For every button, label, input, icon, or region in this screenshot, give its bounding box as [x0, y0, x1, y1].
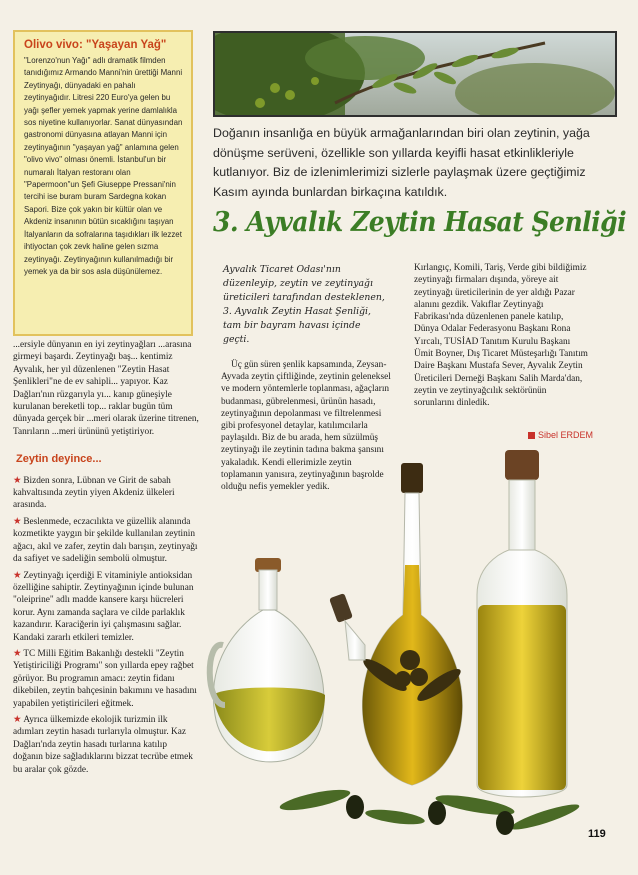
lead-paragraph: Ayvalık Ticaret Odası'nın düzenleyip, zeytin ve zeytinyağı üreticileri tarafından desteklenen, 3. Ayvalık Zeytin Hasat Şenliği, tam bir bayram havası içinde geçti.: [223, 264, 385, 345]
left-subhead: Zeytin deyince...: [16, 453, 102, 466]
body-paragraph: Üç gün süren şenlik kapsamında, Zeysan-Ayvada zeytin çiftliğinde, zeytinin geleneksel ve modern yöntemlerle toplanması, ağaçların budanması, gübrelenmesi, ürünün hasadı, zeytinyağının depolanması ve filtrelenmesi gibi profesyonel detaylar, katılımcılarla paylaşıldı. Biz de bu arada, hem süzülmüş zeytinyağı ile zeytinin tadına bakma şansını yakaladık. Kendi ellerimizle zeytin toplamanın yanısıra, zeytinyağının başrolde olduğu nefis yemekler yedik.: [221, 360, 391, 493]
bullet-item: ★ Beslenmede, eczacılıkta ve güzellik alanında kozmetikte yaygın bir şekilde kullanılan zeytinin ağacı, akıl ve zafer, zeytin dalı barışın, zeytinyağı da safiyet ve sadeliğin sembolü olmuştur.: [13, 516, 198, 565]
olive-tree-photo: [213, 31, 617, 117]
bullet-item: ★ Ayrıca ülkemizde ekolojik turizmin ilk adımları zeytin hasadı turlarıyla olmuştur. Kaz Dağları'nda zeytin hasadı turlarına katılıp doğanın bize sağladıklarını bizzat tecrübe etmek bu aralar çok gözde.: [13, 714, 193, 775]
right-column: [414, 262, 588, 410]
bullet-item: ★ Zeytinyağı içerdiği E vitaminiyle antioksidan özelliğine sahiptir. Zeytinyağının içinde bulunan "oleiprine" adlı madde kansere karşı hücreleri korur. Aynı zamanda saçlara ve cilde parlaklık kazandırır. Karaciğerin iyi çalışmasını sağlar. Kandaki zararlı etkileri temizler.: [13, 570, 194, 643]
author-square-icon: [528, 432, 535, 439]
right-paragraph: Kırlangıç, Komili, Tariş, Verde gibi bildiğimiz zeytinyağı firmaları dışında, yöreye ait zeytinyağı üreticilerinin de yer aldığı Pazar alanını gezdik. Vakıflar Zeytinyağı Fabrikası'nda düzenlenen panele katılıp, Dünya Odalar Federasyonu Başkanı Rona Yırcalı, TUSİAD Tanıtım Kurulu Başkanı Ümit Boyner, Dış Ticaret Müsteşarlığı Tanıtım Daire Başkanı Mustafa Sever, Ayvalık Zeytin Üreticileri Derneği Başkanı Salih Marda'dan, zeytin ve zeytinyağcılık sektörünün sorunlarını dinledik.: [414, 263, 588, 409]
star-icon: ★: [13, 714, 22, 725]
author-credit: [528, 430, 593, 440]
article-heading: 3. Ayvalık Zeytin Hasat Şenliği: [213, 207, 627, 238]
sidebar-text: "Lorenzo'nun Yağı" adlı dramatik filmden tanıdığımız Armando Manni'nin ürettiği Manni Zeytinyağı, dünyadaki en pahalı zeytinyağıdır. Litresi 220 Euro'ya gelen bu yağı şefler yemek yapmak yerine damlalıkla sos niyetine kullanıyorlar. Sanat dünyasından gastronomi dünyasına atlayan Manni için zeytinyağının "yaşayan yağ" anlamına gelen "olivo vivo" olması önemli. İstanbul'un bir numaralı İtalyan restoranı olan "Papermoon"un Şefi Giuseppe Pressani'nin tercihi ise buram buram Sardegna kokan Sapori. Bize çok yakın bir kültür olan ve Akdeniz insanının bütün sıcaklığını taşıyan İtalyanların da sofralarına taşıdıkları ilk lezzet ihtiyoctan çok zevk haline gelen sızma zeytinyağı. Zeytinyağının kullanılmadığı bir yemek ya da bir sos asla düşünülemez.: [24, 56, 183, 276]
left-column: [13, 339, 199, 780]
author-name: Sibel ERDEM: [538, 430, 594, 440]
star-icon: ★: [13, 516, 22, 527]
star-icon: ★: [13, 475, 22, 486]
olive-oil-bottles-photo: [205, 445, 625, 845]
bullet-item: ★ TC Milli Eğitim Bakanlığı destekli "Zeytin Yetiştiriciliği Programı" son yıllarda epey rağbet görüyor. Bu programın amacı: zeytin fidanı dikebilen, zeytin bahçesinin bakımını ve hasadını yapabilen yetiştiricileri eğitmek.: [13, 648, 197, 709]
left-intro-paragraph: ...ersiyle dünyanın en iyi zeytinyağları ...arasına girmeyi başardı. Zeytinyağı baş... kentimiz Ayvalık, her yıl düzenlenen "Zeytin Hasat Şenlikleri"ne de ev sahipli... yapıyor. Kaz Dağları'nın rüzgarıyla yı... kanıp güneşiyle kurulanan bereketli top... raklar bugün tüm dünyada gerçek bir ...meri olarak üzerine titrenen, Tanrıların ...meri ürününü yetiştiriyor.: [13, 340, 199, 437]
sidebar-title: Olivo vivo: "Yaşayan Yağ": [24, 39, 167, 51]
bullet-item: ★ Bizden sonra, Lübnan ve Girit de sabah kahvaltısında zeytin yiyen Akdeniz ülkeleri arasında.: [13, 475, 175, 511]
star-icon: ★: [13, 570, 22, 581]
page-number: 119: [588, 828, 606, 840]
intro-paragraph: Doğanın insanlığa en büyük armağanlarından biri olan zeytinin, yağa dönüşme serüveni, özellikle son yıllarda keyifli hasat etkinlikleriyle kutlanıyor. Biz de izlenimlerimizi sizlerle paylaşmak üzere geçtiğimiz Kasım ayında bunlardan birkaçına katıldık.: [213, 126, 590, 199]
sidebar-box: [13, 30, 193, 336]
star-icon: ★: [13, 648, 22, 659]
